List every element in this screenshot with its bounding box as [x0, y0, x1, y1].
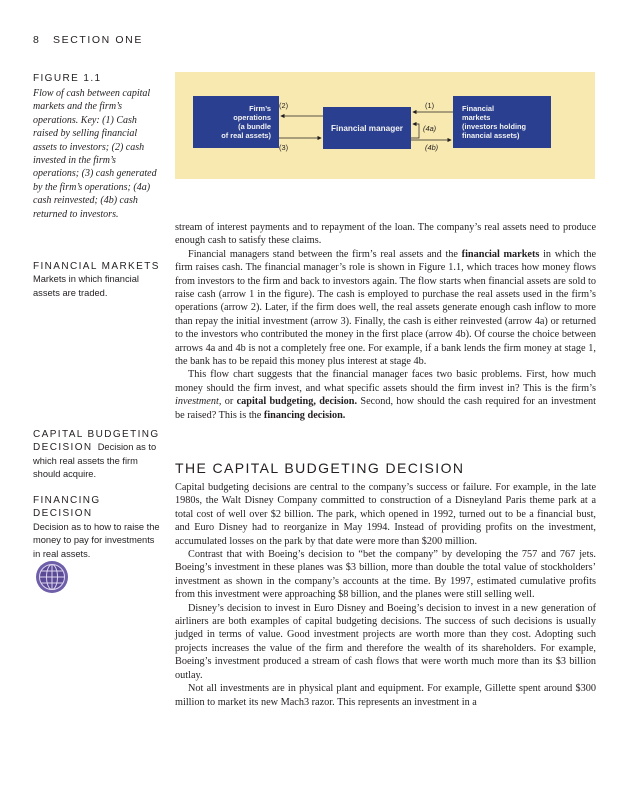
globe-icon[interactable] — [35, 560, 69, 594]
p2-text-a: Financial managers stand between the firm’s real assets and the — [188, 248, 462, 260]
margin-definition-financial-markets — [33, 260, 161, 300]
margin-definition-financing — [33, 494, 161, 561]
p2-text-b: in which the firm raises cash. The financial manager’s role is shown in Figure 1.1, which traces how money flows from investors to the firm and back to investors again. The flow starts when financial assets are sold to raise cash (arrow 1 in the figure). The cash is employed to purchase the real assets used in the firm’s operations (arrow 2). Later, if the firm does well, the real assets generate enough cash inflow to more than repay the initial investment (arrow 3). Finally, the cash is either reinvested (arrow 4a) or returned to the investors who contributed the money in the first place (arrow 4b). Of course the choice between arrows 4a and 4b is not a completely free one. For example, if a bank lends the firm money at stage 1, the bank has to be repaid this money plus interest at stage 4b. — [175, 248, 596, 368]
margin-definition-capital-budgeting — [33, 428, 161, 482]
paragraph-1: stream of interest payments and to repayment of the loan. The company’s real assets need to produce enough cash to satisfy these claims. — [175, 222, 596, 247]
box-right-line-1: Financial — [462, 104, 495, 113]
section-heading: THE CAPITAL BUDGETING DECISION — [175, 460, 465, 476]
box-financial-manager: Financial manager — [323, 107, 411, 149]
p3-bold-term-2: financing decision. — [263, 409, 346, 421]
arrow-1-label: (1) — [425, 101, 435, 110]
box-firms-operations — [193, 96, 279, 148]
body-text-upper — [175, 221, 596, 422]
definition-financing: Decision as to how to raise the money to pay for investments in real assets. — [33, 521, 160, 559]
p3-italic: investment, — [175, 396, 222, 408]
paragraph-3 — [175, 368, 596, 422]
figure-caption: Flow of cash between capital markets and the firm’s operations. Key: (1) Cash raised by selling financial assets to investors; (2) cash invested in the firm’s operations; (3) cash generated by the firm’s operations; (4a) cash reinvested; (4b) cash returned to investors. — [33, 88, 157, 220]
paragraph-5: Contrast that with Boeing’s decision to “bet the company” by developing the 757 and 767 jets. Boeing’s investment in these planes was $3 billion, more than double the total value of stockholders’ investment as shown in the company’s accounts at the time. By 1997, estimated cumulative profits from this investment were approaching $8 billion, and the planes were still selling well. — [175, 549, 596, 601]
box-left-line-3: (a bundle — [238, 122, 271, 131]
paragraph-7: Not all investments are in physical plant and equipment. For example, Gillette spent around $300 million to market its new Mach3 razor. This represents an investment in a — [175, 683, 596, 708]
body-text-lower — [175, 481, 596, 709]
p3-text-c: Second, how should the cash required for an investment be raised? This is the — [175, 396, 597, 421]
arrow-4a-line — [411, 124, 419, 138]
box-left-line-1: Firm’s — [249, 104, 271, 113]
figure-label: FIGURE 1.1 — [33, 73, 102, 84]
figure-cash-flow-diagram — [175, 72, 595, 179]
box-right-line-2: markets — [462, 113, 491, 122]
box-left-line-2: operations — [233, 113, 271, 122]
box-financial-markets — [453, 96, 551, 148]
paragraph-4: Capital budgeting decisions are central to the company’s success or failure. For example, in the late 1980s, the Walt Disney Company committed to construction of a Disneyland Paris theme park at a total cost of well over $2 billion. The park, which opened in 1992, turned out to be a financial bust, and Euro Disney had to reorganize in May 1994. Instead of providing profits on the investment, accumulated losses on the park by that date were more than $200 million. — [175, 482, 596, 547]
section-title: SECTION ONE — [52, 34, 143, 46]
term-financial-markets: FINANCIAL MARKETS — [33, 261, 160, 272]
paragraph-6: Disney’s decision to invest in Euro Disney and Boeing’s decision to invest in a new generation of airliners are both examples of capital budgeting decisions. The success of such decisions is usually judged in terms of value. Good investment projects are worth more than they cost. Adopting such projects increases the value of the firm and therefore the wealth of its shareholders. For example, Boeing’s investment produced a stream of cash flows that were worth much more than its $3 billion outlay. — [175, 602, 596, 681]
definition-financial-markets: Markets in which financial assets are traded. — [33, 274, 139, 298]
box-right-line-3: (investors holding — [462, 122, 527, 131]
term-financing: FINANCING DECISION — [33, 495, 101, 520]
paragraph-2 — [175, 248, 596, 369]
arrow-4b-label: (4b) — [425, 143, 439, 152]
p3-text-b: or — [221, 396, 237, 408]
page-number: 8 — [33, 34, 41, 46]
arrow-2-label: (2) — [279, 101, 289, 110]
p3-bold-term-1: capital budgeting, decision. — [236, 396, 358, 408]
term-capital-budgeting: CAPITAL BUDGETING DECISION — [33, 429, 160, 454]
box-right-line-4: financial assets) — [462, 131, 520, 140]
p2-bold-term: financial markets — [461, 248, 540, 260]
definition-capital-budgeting: Decision as to which real assets the firm should acquire. — [33, 442, 157, 480]
arrow-4a-label: (4a) — [423, 124, 437, 133]
running-header — [33, 34, 143, 46]
box-left-line-4: of real assets) — [221, 131, 271, 140]
arrow-3-label: (3) — [279, 143, 289, 152]
p3-text-a: This flow chart suggests that the financial manager faces two basic problems. First, how much money should the firm invest, and what specific assets should the firm invest in? This is the firm’s — [175, 369, 596, 394]
